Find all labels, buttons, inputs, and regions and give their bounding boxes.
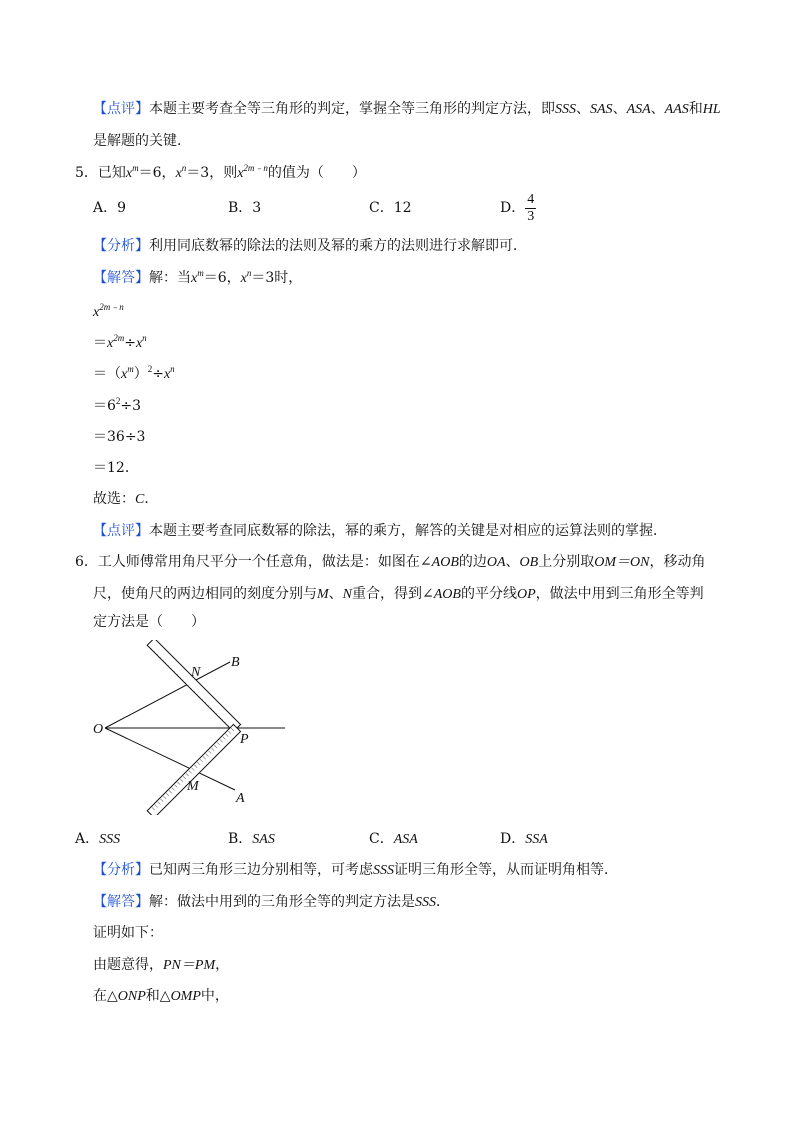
review-q4-line1: 【点评】本题主要考查全等三角形的判定，掌握全等三角形的判定方法，即SSS、SAS、ASA、AAS和HL bbox=[93, 101, 721, 117]
answer-q5: 【解答】解：当$x^m=6$，$x^n=3$时， bbox=[93, 268, 303, 286]
angle-bisector-figure bbox=[85, 640, 300, 815]
label-n: N bbox=[191, 665, 201, 680]
proof-given: 由题意得，PN＝PM， bbox=[93, 957, 230, 973]
question-6-line3: 定方法是（ ） bbox=[93, 614, 205, 630]
analysis-q6: 【分析】已知两三角形三边分别相等，可考虑SSS证明三角形全等，从而证明角相等． bbox=[93, 862, 618, 878]
option-c: C．12 bbox=[369, 200, 412, 216]
choice-q5: 故选：C． bbox=[93, 491, 159, 507]
answer-q6: 【解答】解：做法中用到的三角形全等的判定方法是SSS． bbox=[93, 894, 450, 910]
question-6-line2: 尺，使角尺的两边相同的刻度分别与M、N重合，得到∠AOB的平分线OP，做法中用到三角形全等判 bbox=[93, 586, 704, 602]
question-5-stem: 5．已知$x^m=6$，$x^n=3$，则$x^{2m﹣n}$的值为（ ） bbox=[75, 163, 366, 181]
label-a: A bbox=[236, 791, 245, 806]
step-3: $=(x^m)^2\div x^n$ bbox=[93, 364, 175, 382]
option-a: A．9 bbox=[93, 200, 127, 216]
step-1: $x^{2m﹣n}$ bbox=[93, 302, 124, 320]
review-q5: 【点评】本题主要考查同底数幂的除法，幂的乘方，解答的关键是对相应的运算法则的掌握． bbox=[93, 523, 667, 539]
upper-ruler-arm bbox=[147, 640, 240, 732]
q6-option-a: A．SSS bbox=[75, 831, 121, 847]
step-4: $=6^2\div 3$ bbox=[93, 396, 142, 414]
question-6-line1: 6．工人师傅常用角尺平分一个任意角，做法是：如图在∠AOB的边OA、OB上分别取OM＝ON，移动角 bbox=[75, 554, 706, 570]
label-b: B bbox=[231, 655, 240, 670]
proof-intro: 证明如下： bbox=[93, 925, 163, 941]
option-d: D． $\frac{4}{3}$ bbox=[500, 191, 535, 224]
q6-option-d: D．SSA bbox=[500, 831, 548, 847]
proof-triangles: 在△ONP和△OMP中， bbox=[93, 988, 229, 1004]
step-6: ＝12． bbox=[93, 460, 139, 476]
label-p: P bbox=[240, 732, 249, 747]
label-o: O bbox=[93, 722, 104, 737]
step-5: ＝36÷3 bbox=[93, 429, 146, 445]
q6-option-b: B．SAS bbox=[228, 831, 275, 847]
option-b: B．3 bbox=[228, 200, 262, 216]
review-tag: 【点评】 bbox=[93, 101, 149, 117]
q6-option-c: C．ASA bbox=[369, 831, 418, 847]
ray-oa bbox=[105, 728, 235, 790]
lower-ruler-arm bbox=[147, 724, 240, 815]
analysis-q5: 【分析】利用同底数幂的除法的法则及幂的乘方的法则进行求解即可． bbox=[93, 238, 527, 254]
step-2: $=x^{2m}\div x^n$ bbox=[93, 333, 147, 351]
review-q4-line2: 是解题的关键． bbox=[93, 133, 191, 149]
fraction: $\frac{4}{3}$ bbox=[527, 191, 535, 224]
label-m: M bbox=[187, 779, 199, 794]
